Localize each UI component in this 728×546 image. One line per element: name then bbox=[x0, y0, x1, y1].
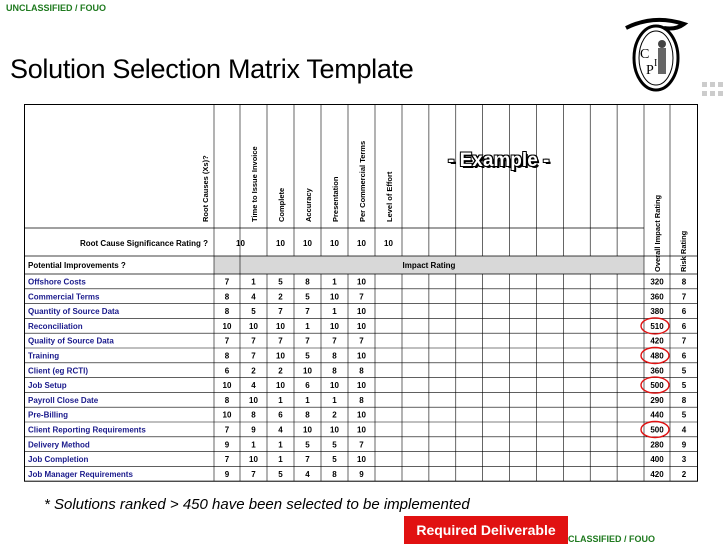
overall-impact-header: Overall Impact Rating bbox=[653, 194, 662, 272]
score-cell: 8 bbox=[359, 366, 364, 376]
score-cell: 10 bbox=[357, 425, 366, 435]
score-cell: 8 bbox=[305, 410, 310, 420]
improvement-name: Quality of Source Data bbox=[28, 336, 114, 346]
score-cell: 7 bbox=[224, 425, 230, 435]
criteria-header: Per Commercial Terms bbox=[358, 140, 367, 222]
score-cell: 10 bbox=[249, 321, 258, 331]
risk-rating-value: 6 bbox=[681, 351, 687, 361]
score-cell: 7 bbox=[305, 307, 310, 317]
risk-rating-value: 3 bbox=[681, 455, 687, 465]
score-cell: 10 bbox=[330, 321, 339, 331]
score-cell: 10 bbox=[276, 321, 285, 331]
root-causes-label: Root Causes (Xs)? bbox=[201, 155, 210, 222]
significance-value: 10 bbox=[357, 239, 366, 248]
overall-impact-value: 480 bbox=[650, 351, 664, 361]
score-cell: 10 bbox=[303, 425, 312, 435]
score-cell: 7 bbox=[305, 336, 310, 346]
score-cell: 5 bbox=[305, 351, 310, 361]
improvement-name: Training bbox=[28, 351, 60, 361]
risk-rating-value: 4 bbox=[681, 425, 687, 435]
score-cell: 5 bbox=[332, 440, 337, 450]
score-cell: 2 bbox=[332, 410, 337, 420]
score-cell: 1 bbox=[332, 395, 337, 405]
score-cell: 10 bbox=[222, 321, 232, 331]
score-cell: 5 bbox=[305, 292, 310, 302]
score-cell: 10 bbox=[276, 381, 285, 391]
score-cell: 8 bbox=[224, 307, 230, 317]
risk-rating-value: 8 bbox=[681, 277, 687, 287]
improvement-name: Pre-Billing bbox=[28, 410, 69, 420]
svg-text:P: P bbox=[646, 63, 654, 78]
criteria-header: Time to Issue Invoice bbox=[250, 146, 259, 222]
svg-text:C: C bbox=[640, 47, 650, 62]
score-cell: 8 bbox=[305, 277, 310, 287]
score-cell: 7 bbox=[278, 336, 283, 346]
score-cell: 8 bbox=[332, 351, 337, 361]
score-cell: 1 bbox=[332, 277, 337, 287]
significance-label: Root Cause Significance Rating ? bbox=[79, 239, 208, 248]
solution-matrix-table bbox=[24, 104, 698, 484]
overall-impact-value: 510 bbox=[650, 321, 664, 331]
risk-rating-value: 5 bbox=[681, 366, 687, 376]
overall-impact-value: 320 bbox=[650, 277, 664, 287]
classification-marking-top: UNCLASSIFIED / FOUO bbox=[6, 3, 107, 13]
improvement-name: Job Completion bbox=[28, 455, 89, 465]
risk-rating-value: 5 bbox=[681, 410, 687, 420]
score-cell: 2 bbox=[278, 366, 283, 376]
score-cell: 1 bbox=[305, 321, 310, 331]
overall-impact-value: 500 bbox=[650, 425, 664, 435]
improvement-name: Payroll Close Date bbox=[28, 395, 99, 405]
score-cell: 10 bbox=[276, 351, 285, 361]
overall-impact-value: 420 bbox=[650, 469, 664, 479]
score-cell: 10 bbox=[249, 395, 258, 405]
criteria-header: Complete bbox=[277, 187, 286, 222]
risk-rating-header: Risk Rating bbox=[679, 230, 688, 272]
score-cell: 7 bbox=[359, 292, 364, 302]
significance-value: 10 bbox=[236, 239, 245, 248]
score-cell: 7 bbox=[359, 440, 364, 450]
score-cell: 7 bbox=[251, 469, 256, 479]
score-cell: 1 bbox=[332, 307, 337, 317]
score-cell: 9 bbox=[224, 469, 230, 479]
criteria-header: Level of Effort bbox=[385, 171, 394, 222]
risk-rating-value: 6 bbox=[681, 321, 687, 331]
score-cell: 1 bbox=[251, 277, 256, 287]
score-cell: 7 bbox=[359, 336, 364, 346]
score-cell: 7 bbox=[224, 277, 230, 287]
score-cell: 8 bbox=[332, 366, 337, 376]
score-cell: 7 bbox=[224, 455, 230, 465]
significance-value: 10 bbox=[303, 239, 312, 248]
score-cell: 10 bbox=[357, 410, 366, 420]
score-cell: 1 bbox=[251, 440, 256, 450]
score-cell: 10 bbox=[357, 321, 366, 331]
decorative-dots bbox=[700, 80, 728, 102]
score-cell: 10 bbox=[249, 455, 258, 465]
overall-impact-value: 400 bbox=[650, 455, 664, 465]
risk-rating-value: 7 bbox=[681, 336, 687, 346]
improvement-name: Reconciliation bbox=[28, 321, 83, 331]
improvement-name: Commercial Terms bbox=[28, 292, 100, 302]
score-cell: 4 bbox=[278, 425, 283, 435]
score-cell: 7 bbox=[224, 336, 230, 346]
score-cell: 7 bbox=[278, 307, 283, 317]
score-cell: 9 bbox=[359, 469, 364, 479]
score-cell: 1 bbox=[278, 455, 283, 465]
score-cell: 10 bbox=[357, 277, 366, 287]
score-cell: 6 bbox=[305, 381, 310, 391]
score-cell: 8 bbox=[251, 410, 256, 420]
score-cell: 10 bbox=[357, 351, 366, 361]
score-cell: 5 bbox=[305, 440, 310, 450]
risk-rating-value: 8 bbox=[681, 395, 687, 405]
score-cell: 9 bbox=[224, 440, 230, 450]
score-cell: 9 bbox=[251, 425, 256, 435]
score-cell: 8 bbox=[224, 292, 230, 302]
improvement-name: Quantity of Source Data bbox=[28, 307, 120, 317]
overall-impact-value: 380 bbox=[650, 307, 664, 317]
risk-rating-value: 5 bbox=[681, 381, 687, 391]
overall-impact-value: 500 bbox=[650, 381, 664, 391]
improvement-name: Job Setup bbox=[28, 381, 67, 391]
score-cell: 10 bbox=[357, 307, 366, 317]
score-cell: 4 bbox=[305, 469, 310, 479]
score-cell: 5 bbox=[251, 307, 256, 317]
score-cell: 8 bbox=[224, 351, 230, 361]
score-cell: 6 bbox=[278, 410, 283, 420]
score-cell: 5 bbox=[278, 277, 283, 287]
footnote: * Solutions ranked > 450 have been selected to be implemented bbox=[44, 496, 470, 513]
score-cell: 4 bbox=[251, 381, 256, 391]
score-cell: 2 bbox=[251, 366, 256, 376]
score-cell: 5 bbox=[332, 455, 337, 465]
score-cell: 10 bbox=[330, 425, 339, 435]
risk-rating-value: 9 bbox=[681, 440, 687, 450]
score-cell: 4 bbox=[251, 292, 256, 302]
score-cell: 5 bbox=[278, 469, 283, 479]
score-cell: 10 bbox=[357, 381, 366, 391]
score-cell: 7 bbox=[305, 455, 310, 465]
score-cell: 1 bbox=[278, 440, 283, 450]
overall-impact-value: 280 bbox=[650, 440, 664, 450]
score-cell: 2 bbox=[278, 292, 283, 302]
logo-icon bbox=[618, 14, 690, 96]
improvements-label: Potential Improvements ? bbox=[28, 261, 126, 270]
score-cell: 8 bbox=[332, 469, 337, 479]
improvement-name: Delivery Method bbox=[28, 440, 90, 450]
overall-impact-value: 290 bbox=[650, 395, 664, 405]
page-title: Solution Selection Matrix Template bbox=[10, 54, 414, 84]
classification-marking-bottom: CLASSIFIED / FOUO bbox=[568, 534, 656, 544]
score-cell: 1 bbox=[305, 395, 310, 405]
score-cell: 10 bbox=[330, 292, 339, 302]
svg-text:I: I bbox=[654, 58, 658, 69]
overall-impact-value: 440 bbox=[650, 410, 664, 420]
overall-impact-value: 420 bbox=[650, 336, 664, 346]
score-cell: 10 bbox=[357, 455, 366, 465]
overall-impact-value: 360 bbox=[650, 366, 664, 376]
score-cell: 7 bbox=[332, 336, 337, 346]
risk-rating-value: 2 bbox=[681, 469, 687, 479]
score-cell: 10 bbox=[222, 410, 232, 420]
score-cell: 6 bbox=[224, 366, 230, 376]
improvement-name: Client Reporting Requirements bbox=[28, 425, 146, 435]
risk-rating-value: 6 bbox=[681, 307, 687, 317]
significance-value: 10 bbox=[384, 239, 393, 248]
score-cell: 10 bbox=[222, 381, 232, 391]
score-cell: 8 bbox=[359, 395, 364, 405]
impact-rating-label: Impact Rating bbox=[402, 261, 456, 270]
significance-value: 10 bbox=[276, 239, 285, 248]
significance-value: 10 bbox=[330, 239, 339, 248]
overall-impact-value: 360 bbox=[650, 292, 664, 302]
example-label: - Example - bbox=[448, 150, 550, 171]
score-cell: 8 bbox=[224, 395, 230, 405]
criteria-header: Presentation bbox=[331, 176, 340, 222]
score-cell: 10 bbox=[303, 366, 312, 376]
score-cell: 10 bbox=[330, 381, 339, 391]
improvement-name: Client (eg RCTI) bbox=[28, 366, 88, 376]
required-deliverable-badge: Required Deliverable bbox=[404, 516, 568, 544]
score-cell: 7 bbox=[251, 336, 256, 346]
score-cell: 1 bbox=[278, 395, 283, 405]
improvement-name: Job Manager Requirements bbox=[28, 469, 133, 479]
improvement-name: Offshore Costs bbox=[28, 277, 86, 287]
criteria-header: Accuracy bbox=[304, 188, 313, 222]
risk-rating-value: 7 bbox=[681, 292, 687, 302]
score-cell: 7 bbox=[251, 351, 256, 361]
